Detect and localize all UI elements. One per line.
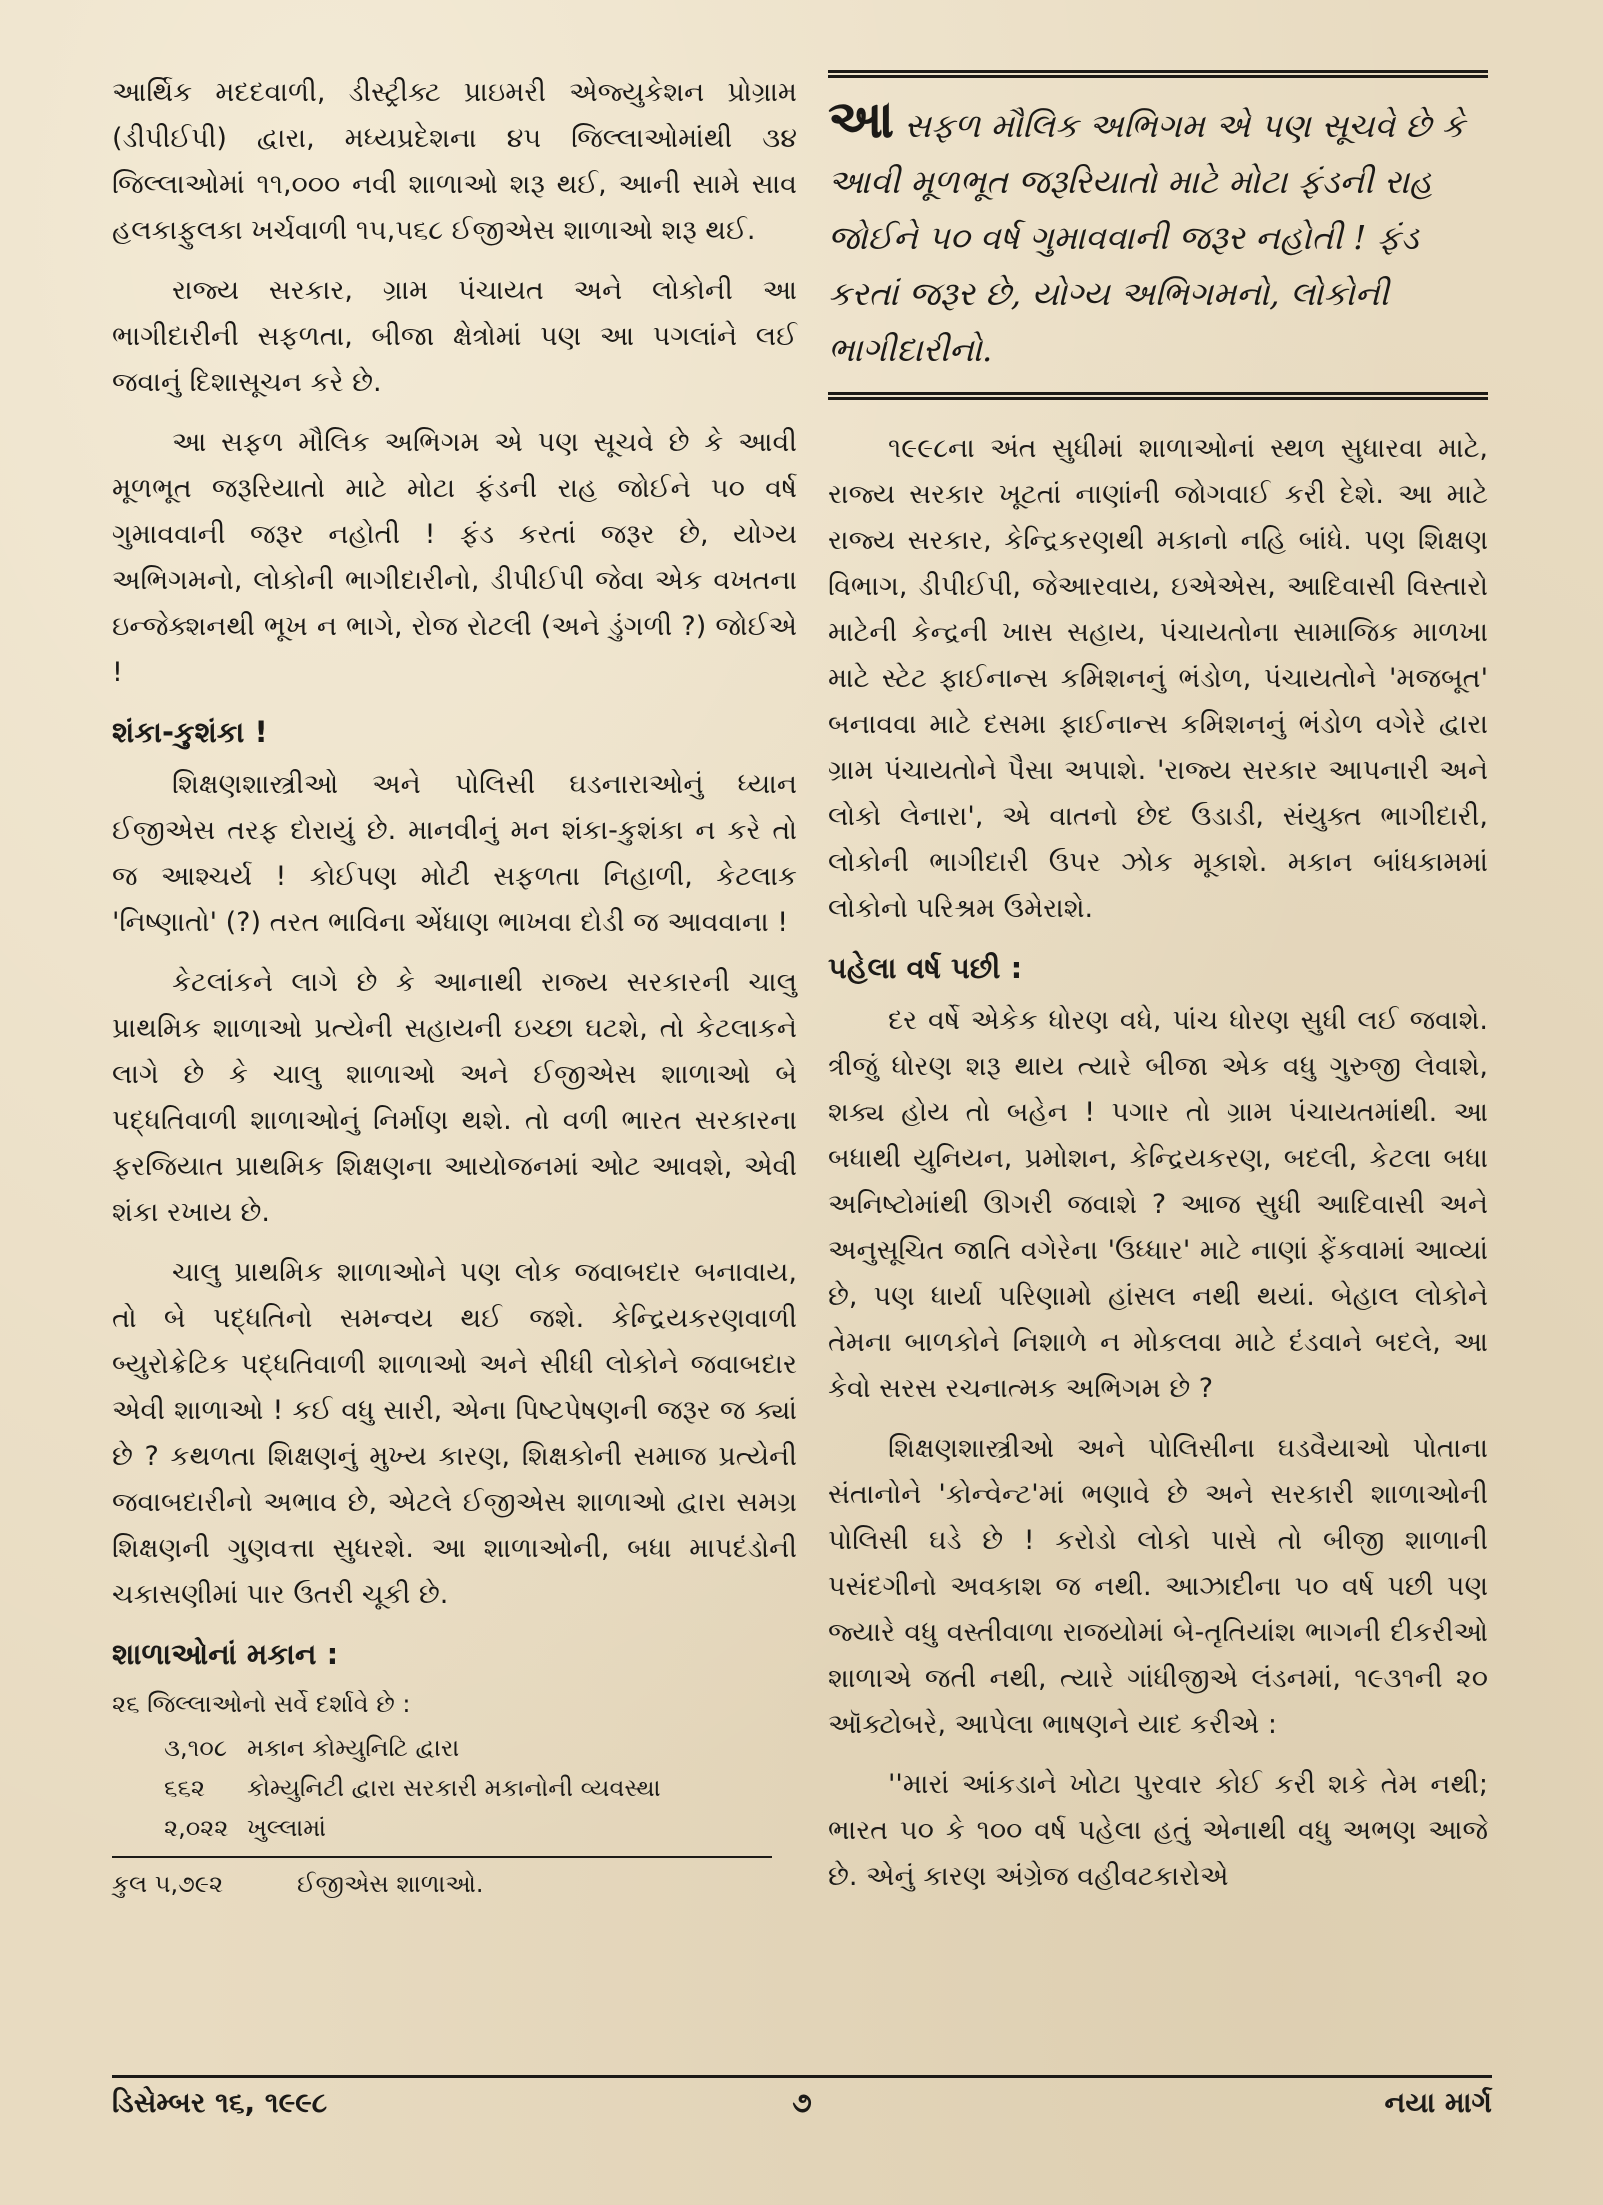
survey-row-number: ૬૬૨ <box>164 1774 205 1802</box>
section-heading-buildings: શાળાઓનાં મકાન : <box>112 1637 339 1671</box>
survey-table <box>112 1684 797 1904</box>
left-column <box>112 70 797 1904</box>
survey-row <box>112 1808 797 1848</box>
survey-row-number: ૨,૦૨૨ <box>164 1814 229 1842</box>
left-para-4: શિક્ષણશાસ્ત્રીઓ અને પોલિસી ઘડનારાઓનું ધ્યાન ઈજીએસ તરફ દોરાયું છે. માનવીનું મન શંકા-કુશંકા ન કરે તો જ આશ્ચર્ય ! કોઈપણ મોટી સફળતા નિહાળી, કેટલાક 'નિષ્ણાતો' (?) તરત ભાવિના એંધાણ ભાખવા દોડી જ આવવાના ! <box>112 769 797 938</box>
left-para-1: આર્થિક મદદવાળી, ડીસ્ટ્રીક્ટ પ્રાઇમરી એજ્યુકેશન પ્રોગ્રામ (ડીપીઈપી) દ્વારા, મધ્યપ્રદેશના ૪૫ જિલ્લાઓમાંથી ૩૪ જિલ્લાઓમાં ૧૧,૦૦૦ નવી શાળાઓ શરૂ થઈ, આની સામે સાવ હલકાફુલકા ખર્ચવાળી ૧૫,૫૬૮ ઈજીએસ શાળાઓ શરૂ થઈ. <box>112 77 797 246</box>
survey-row-label: કોમ્યુનિટી દ્વારા સરકારી મકાનોની વ્યવસ્થા <box>247 1774 661 1802</box>
right-column <box>828 70 1488 1914</box>
survey-row-label: મકાન કોમ્યુનિટિ દ્વારા <box>247 1734 460 1762</box>
survey-divider <box>112 1856 772 1858</box>
left-para-2: રાજ્ય સરકાર, ગ્રામ પંચાયત અને લોકોની આ ભાગીદારીની સફળતા, બીજા ક્ષેત્રોમાં પણ આ પગલાંને લઈ જવાનું દિશાસૂચન કરે છે. <box>112 275 797 398</box>
footer-page-number: ૭ <box>792 2086 812 2119</box>
footer-date: ડિસેમ્બર ૧૬, ૧૯૯૮ <box>112 2086 328 2119</box>
survey-row-number: ૩,૧૦૮ <box>164 1734 228 1762</box>
right-para-2: દર વર્ષે એકેક ધોરણ વધે, પાંચ ધોરણ સુધી લઈ જવાશે. ત્રીજું ધોરણ શરૂ થાય ત્યારે બીજા એક વધુ ગુરુજી લેવાશે, શક્ય હોય તો બહેન ! પગાર તો ગ્રામ પંચાયતમાંથી. આ બધાથી યુનિયન, પ્રમોશન, કેન્દ્રિયકરણ, બદલી, કેટલા બધા અનિષ્ટોમાંથી ઊગરી જવાશે ? આજ સુધી આદિવાસી અને અનુસૂચિત જાતિ વગેરેના 'ઉધ્ધાર' માટે નાણાં ફેંકવામાં આવ્યાં છે, પણ ધાર્યા પરિણામો હાંસલ નથી થયાં. બેહાલ લોકોને તેમના બાળકોને નિશાળે ન મોકલવા માટે દંડવાને બદલે, આ કેવો સરસ રચનાત્મક અભિગમ છે ? <box>828 1005 1488 1404</box>
left-para-5: કેટલાંકને લાગે છે કે આનાથી રાજ્ય સરકારની ચાલુ પ્રાથમિક શાળાઓ પ્રત્યેની સહાયની ઇચ્છા ઘટશે, તો કેટલાકને લાગે છે કે ચાલુ શાળાઓ અને ઈજીએસ શાળાઓ બે પદ્ધતિવાળી શાળાઓનું નિર્માણ થશે. તો વળી ભારત સરકારના ફરજિયાત પ્રાથમિક શિક્ષણના આયોજનમાં ઓટ આવશે, એવી શંકા રખાય છે. <box>112 967 797 1228</box>
survey-row-label: ખુલ્લામાં <box>247 1814 327 1842</box>
page-footer <box>112 2075 1492 2120</box>
survey-row <box>112 1768 797 1808</box>
pull-quote-initial: આ <box>828 90 895 150</box>
section-heading-doubts: શંકા-કુશંકા ! <box>112 715 268 749</box>
survey-total-number: કુલ ૫,૭૯૨ <box>112 1870 224 1898</box>
section-heading-after-first-year: પહેલા વર્ષ પછી : <box>828 951 1023 985</box>
left-para-3: આ સફળ મૌલિક અભિગમ એ પણ સૂચવે છે કે આવી મૂળભૂત જરૂરિયાતો માટે મોટા ફંડની રાહ જોઈને ૫૦ વર્ષ ગુમાવવાની જરૂર નહોતી ! ફંડ કરતાં જરૂર છે, યોગ્ય અભિગમનો, લોકોની ભાગીદારીનો, ડીપીઈપી જેવા એક વખતના ઇન્જેક્શનથી ભૂખ ન ભાગે, રોજ રોટલી (અને ડુંગળી ?) જોઈએ ! <box>112 427 797 688</box>
survey-row <box>112 1728 797 1768</box>
survey-total-label: ઈજીએસ શાળાઓ. <box>297 1870 484 1898</box>
right-para-3: શિક્ષણશાસ્ત્રીઓ અને પોલિસીના ઘડવૈયાઓ પોતાના સંતાનોને 'કોન્વેન્ટ'માં ભણાવે છે અને સરકારી શાળાઓની પોલિસી ઘડે છે ! કરોડો લોકો પાસે તો બીજી શાળાની પસંદગીનો અવકાશ જ નથી. આઝાદીના ૫૦ વર્ષ પછી પણ જ્યારે વધુ વસ્તીવાળા રાજયોમાં બે-તૃતિયાંશ ભાગની દીકરીઓ શાળાએ જતી નથી, ત્યારે ગાંધીજીએ લંડનમાં, ૧૯૩૧ની ૨૦ ઑક્ટોબરે, આપેલા ભાષણને યાદ કરીએ : <box>828 1433 1488 1740</box>
right-para-4: ''મારાં આંકડાને ખોટા પુરવાર કોઈ કરી શકે તેમ નથી; ભારત ૫૦ કે ૧૦૦ વર્ષ પહેલા હતું એનાથી વધુ અભણ આજે છે. એનું કારણ અંગ્રેજ વહીવટકારોએ <box>828 1769 1488 1892</box>
right-para-1: ૧૯૯૮ના અંત સુધીમાં શાળાઓનાં સ્થળ સુધારવા માટે, રાજ્ય સરકાર ખૂટતાં નાણાંની જોગવાઈ કરી દેશે. આ માટે રાજ્ય સરકાર, કેન્દ્રિકરણથી મકાનો નહિ બાંધે. પણ શિક્ષણ વિભાગ, ડીપીઈપી, જેઆરવાય, ઇએએસ, આદિવાસી વિસ્તારો માટેની કેન્દ્રની ખાસ સહાય, પંચાયતોના સામાજિક માળખા માટે સ્ટેટ ફાઈનાન્સ કમિશનનું ભંડોળ, પંચાયતોને 'મજબૂત' બનાવવા માટે દસમા ફાઈનાન્સ કમિશનનું ભંડોળ વગેરે દ્વારા ગ્રામ પંચાયતોને પૈસા અપાશે. 'રાજ્ય સરકાર આપનારી અને લોકો લેનારા', એ વાતનો છેદ ઉડાડી, સંયુક્ત ભાગીદારી, લોકોની ભાગીદારી ઉપર ઝોક મૂકાશે. મકાન બાંધકામમાં લોકોનો પરિશ્રમ ઉમેરાશે. <box>828 433 1488 924</box>
pull-quote-text <box>828 92 1488 378</box>
pull-quote-body: સફળ મૌલિક અભિગમ એ પણ સૂચવે છે કે આવી મૂળભૂત જરૂરિયાતો માટે મોટા ફંડની રાહ જોઈને ૫૦ વર્ષ ગુમાવવાની જરૂર નહોતી ! ફંડ કરતાં જરૂર છે, યોગ્ય અભિગમનો, લોકોની ભાગીદારીનો. <box>828 106 1465 369</box>
survey-total-row <box>112 1864 797 1904</box>
footer-magazine-name: નયા માર્ગ <box>1384 2086 1492 2119</box>
left-para-6: ચાલુ પ્રાથમિક શાળાઓને પણ લોક જવાબદાર બનાવાય, તો બે પદ્ધતિનો સમન્વય થઈ જશે. કેન્દ્રિયકરણવાળી બ્યુરોક્રેટિક પદ્ધતિવાળી શાળાઓ અને સીધી લોકોને જવાબદાર એવી શાળાઓ ! કઈ વધુ સારી, એના પિષ્ટપેષણની જરૂર જ ક્યાં છે ? કથળતા શિક્ષણનું મુખ્ય કારણ, શિક્ષકોની સમાજ પ્રત્યેની જવાબદારીનો અભાવ છે, એટલે ઈજીએસ શાળાઓ દ્વારા સમગ્ર શિક્ષણની ગુણવત્તા સુધરશે. આ શાળાઓની, બધા માપદંડોની ચકાસણીમાં પાર ઉતરી ચૂકી છે. <box>112 1257 797 1610</box>
survey-intro: ૨૬ જિલ્લાઓનો સર્વે દર્શાવે છે : <box>112 1690 411 1718</box>
pull-quote <box>828 70 1488 400</box>
